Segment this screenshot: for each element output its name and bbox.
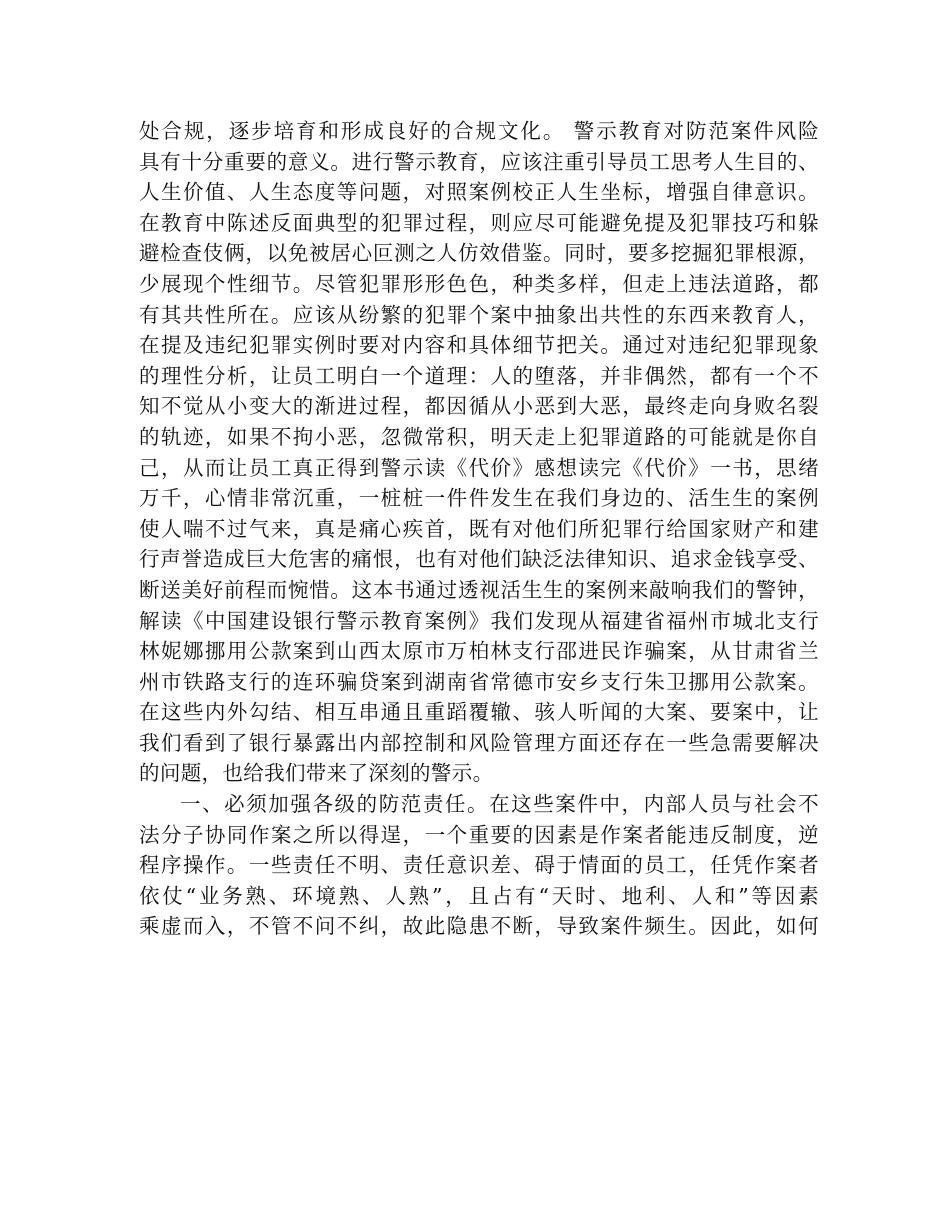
text-line: 解读《中国建设银行警示教育案例》我们发现从福建省福州市城北支行 bbox=[139, 608, 819, 633]
text-line: 有其共性所在。应该从纷繁的犯罪个案中抽象出共性的东西来教育人， bbox=[139, 302, 819, 327]
text-line: 避检查伎俩，以免被居心叵测之人仿效借鉴。同时，要多挖掘犯罪根源， bbox=[139, 241, 819, 266]
document-body bbox=[139, 116, 819, 942]
text-line: 少展现个性细节。尽管犯罪形形色色，种类多样，但走上违法道路，都 bbox=[139, 271, 819, 296]
text-line: 依仗“业务熟、环境熟、人熟”，且占有“天时、地利、人和”等因素 bbox=[139, 883, 819, 908]
text-line: 使人喘不过气来，真是痛心疾首，既有对他们所犯罪行给国家财产和建 bbox=[139, 516, 819, 541]
text-line: 林妮娜挪用公款案到山西太原市万柏林支行邵进民诈骗案，从甘肃省兰 bbox=[139, 639, 819, 664]
text-line: 人生价值、人生态度等问题，对照案例校正人生坐标，增强自律意识。 bbox=[139, 180, 819, 205]
text-line: 的轨迹，如果不拘小恶，忽微常积，明天走上犯罪道路的可能就是你自 bbox=[139, 424, 819, 449]
paragraph-first-line: 一、必须加强各级的防范责任。在这些案件中，内部人员与社会不 bbox=[180, 792, 819, 817]
text-line: 在教育中陈述反面典型的犯罪过程，则应尽可能避免提及犯罪技巧和躲 bbox=[139, 210, 819, 235]
text-line: 的问题，也给我们带来了深刻的警示。 bbox=[139, 761, 494, 786]
text-line: 程序操作。一些责任不明、责任意识差、碍于情面的员工，任凭作案者 bbox=[139, 853, 819, 878]
text-line: 具有十分重要的意义。进行警示教育，应该注重引导员工思考人生目的、 bbox=[139, 149, 819, 174]
text-line: 己，从而让员工真正得到警示读《代价》感想读完《代价》一书，思绪 bbox=[139, 455, 819, 480]
text-line: 断送美好前程而惋惜。这本书通过透视活生生的案例来敲响我们的警钟， bbox=[139, 577, 819, 602]
text-line: 知不觉从小变大的渐进过程，都因循从小恶到大恶，最终走向身败名裂 bbox=[139, 394, 819, 419]
text-line: 在这些内外勾结、相互串通且重蹈覆辙、骇人听闻的大案、要案中，让 bbox=[139, 700, 819, 725]
text-line: 万千，心情非常沉重，一桩桩一件件发生在我们身边的、活生生的案例 bbox=[139, 486, 819, 511]
text-line: 处合规，逐步培育和形成良好的合规文化。 警示教育对防范案件风险 bbox=[139, 119, 819, 143]
text-line: 法分子协同作案之所以得逞，一个重要的因素是作案者能违反制度，逆 bbox=[139, 822, 819, 847]
text-line: 乘虚而入，不管不问不纠，故此隐患不断，导致案件频生。因此，如何 bbox=[139, 914, 819, 939]
text-line: 在提及违纪犯罪实例时要对内容和具体细节把关。通过对违纪犯罪现象 bbox=[139, 333, 819, 358]
text-line: 我们看到了银行暴露出内部控制和风险管理方面还存在一些急需要解决 bbox=[139, 730, 819, 755]
text-line: 州市铁路支行的连环骗贷案到湖南省常德市安乡支行朱卫挪用公款案。 bbox=[139, 669, 819, 694]
text-line: 的理性分析，让员工明白一个道理：人的堕落，并非偶然，都有一个不 bbox=[139, 363, 819, 388]
text-line: 行声誉造成巨大危害的痛恨，也有对他们缺泛法律知识、追求金钱享受、 bbox=[139, 547, 819, 572]
